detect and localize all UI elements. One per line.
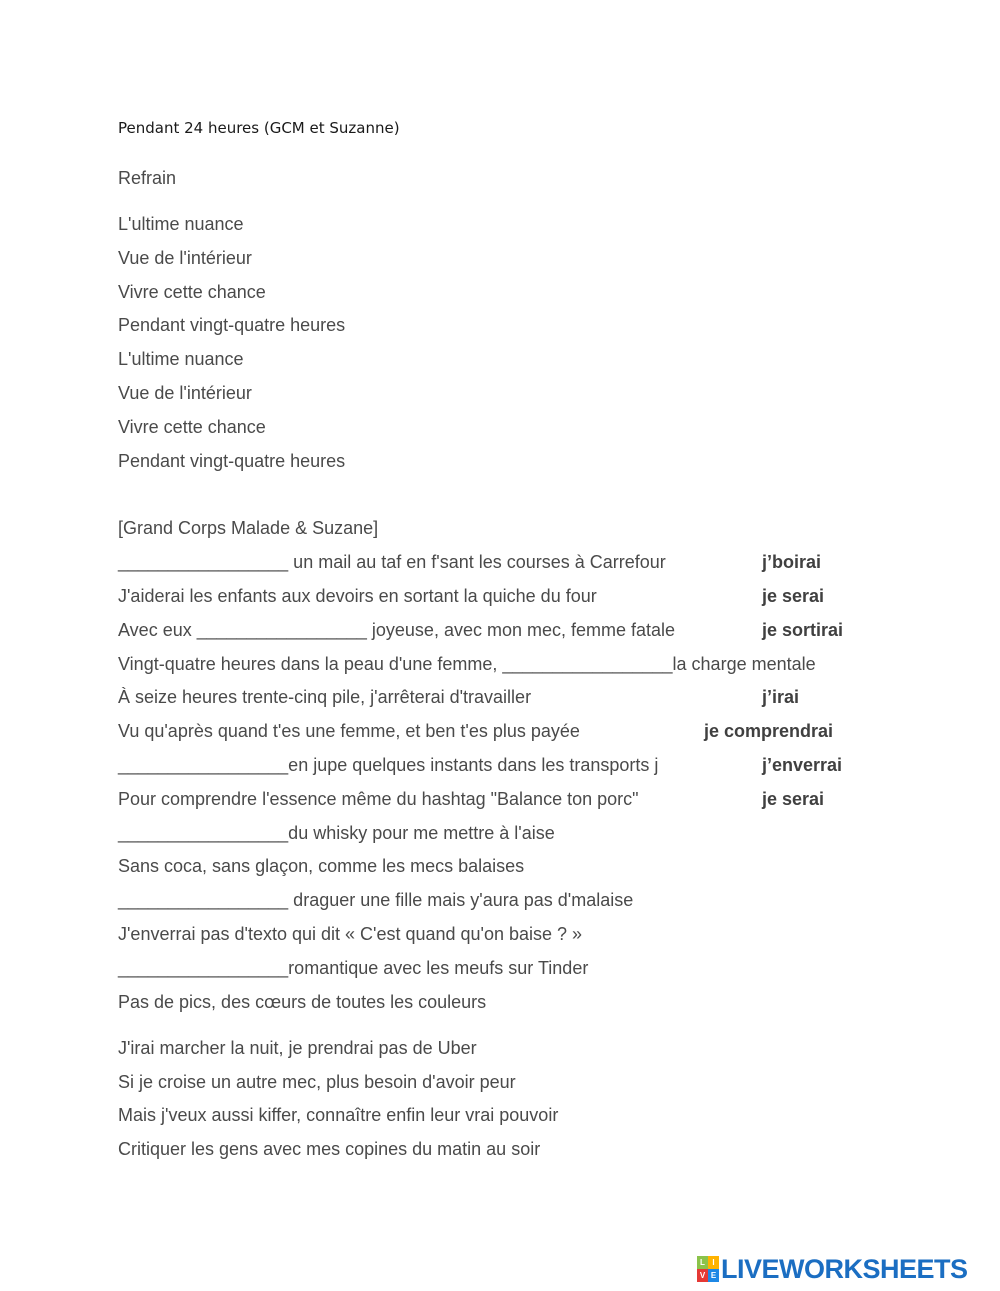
answer-choice: j’boirai (762, 552, 822, 572)
refrain-line: Pendant vingt-quatre heures (118, 315, 346, 335)
answer-choice: je sortirai (762, 620, 844, 640)
refrain-line: L'ultime nuance (118, 214, 244, 234)
answer-choice: je comprendrai (704, 721, 834, 741)
verse-line: _________________ draguer une fille mais y'aura pas d'malaise (118, 890, 634, 910)
refrain-line: Pendant vingt-quatre heures (118, 451, 346, 471)
liveworksheets-logo (697, 1254, 968, 1284)
logo-block-v: V (697, 1269, 708, 1282)
logo-block-l: L (697, 1256, 708, 1269)
verse-heading: [Grand Corps Malade & Suzane] (118, 518, 379, 538)
verse-line: _________________ un mail au taf en f'sant les courses à Carrefour (118, 552, 666, 572)
answer-choice: je serai (762, 586, 825, 606)
verse-line: Pour comprendre l'essence même du hashtag "Balance ton porc" (118, 789, 639, 809)
verse-line: J'aiderai les enfants aux devoirs en sortant la quiche du four (118, 586, 597, 606)
verse-line: _________________en jupe quelques instants dans les transports j (118, 755, 659, 775)
verse-line: Vu qu'après quand t'es une femme, et ben t'es plus payée (118, 721, 580, 741)
final-line: Mais j'veux aussi kiffer, connaître enfin leur vrai pouvoir (118, 1105, 559, 1125)
final-line: J'irai marcher la nuit, je prendrai pas de Uber (118, 1038, 477, 1058)
final-line: Critiquer les gens avec mes copines du matin au soir (118, 1139, 541, 1159)
verse-line: Sans coca, sans glaçon, comme les mecs balaises (118, 856, 525, 876)
answer-choice: j’irai (762, 687, 800, 707)
logo-block-e: E (708, 1269, 719, 1282)
page-title: Pendant 24 heures (GCM et Suzanne) (118, 119, 400, 137)
refrain-line: Vue de l'intérieur (118, 248, 252, 268)
verse-line: À seize heures trente-cinq pile, j'arrêterai d'travailler (118, 687, 532, 707)
logo-block-i: I (708, 1256, 719, 1269)
verse-line: _________________du whisky pour me mettre à l'aise (118, 823, 555, 843)
answer-choice: je serai (762, 789, 825, 809)
verse-line: Avec eux _________________ joyeuse, avec mon mec, femme fatale (118, 620, 676, 640)
verse-line: Vingt-quatre heures dans la peau d'une femme, _________________la charge mentale (118, 654, 816, 674)
verse-line: J'enverrai pas d'texto qui dit « C'est quand qu'on baise ? » (118, 924, 583, 944)
refrain-line: Vivre cette chance (118, 417, 266, 437)
refrain-line: L'ultime nuance (118, 349, 244, 369)
refrain-heading: Refrain (118, 168, 177, 188)
verse-line: Pas de pics, des cœurs de toutes les couleurs (118, 992, 487, 1012)
refrain-line: Vivre cette chance (118, 282, 266, 302)
logo-text: LIVEWORKSHEETS (721, 1253, 968, 1284)
verse-line: _________________romantique avec les meufs sur Tinder (118, 958, 589, 978)
logo-blocks-icon (697, 1256, 719, 1282)
refrain-line: Vue de l'intérieur (118, 383, 252, 403)
answer-choice: j’enverrai (762, 755, 843, 775)
final-line: Si je croise un autre mec, plus besoin d'avoir peur (118, 1072, 516, 1092)
